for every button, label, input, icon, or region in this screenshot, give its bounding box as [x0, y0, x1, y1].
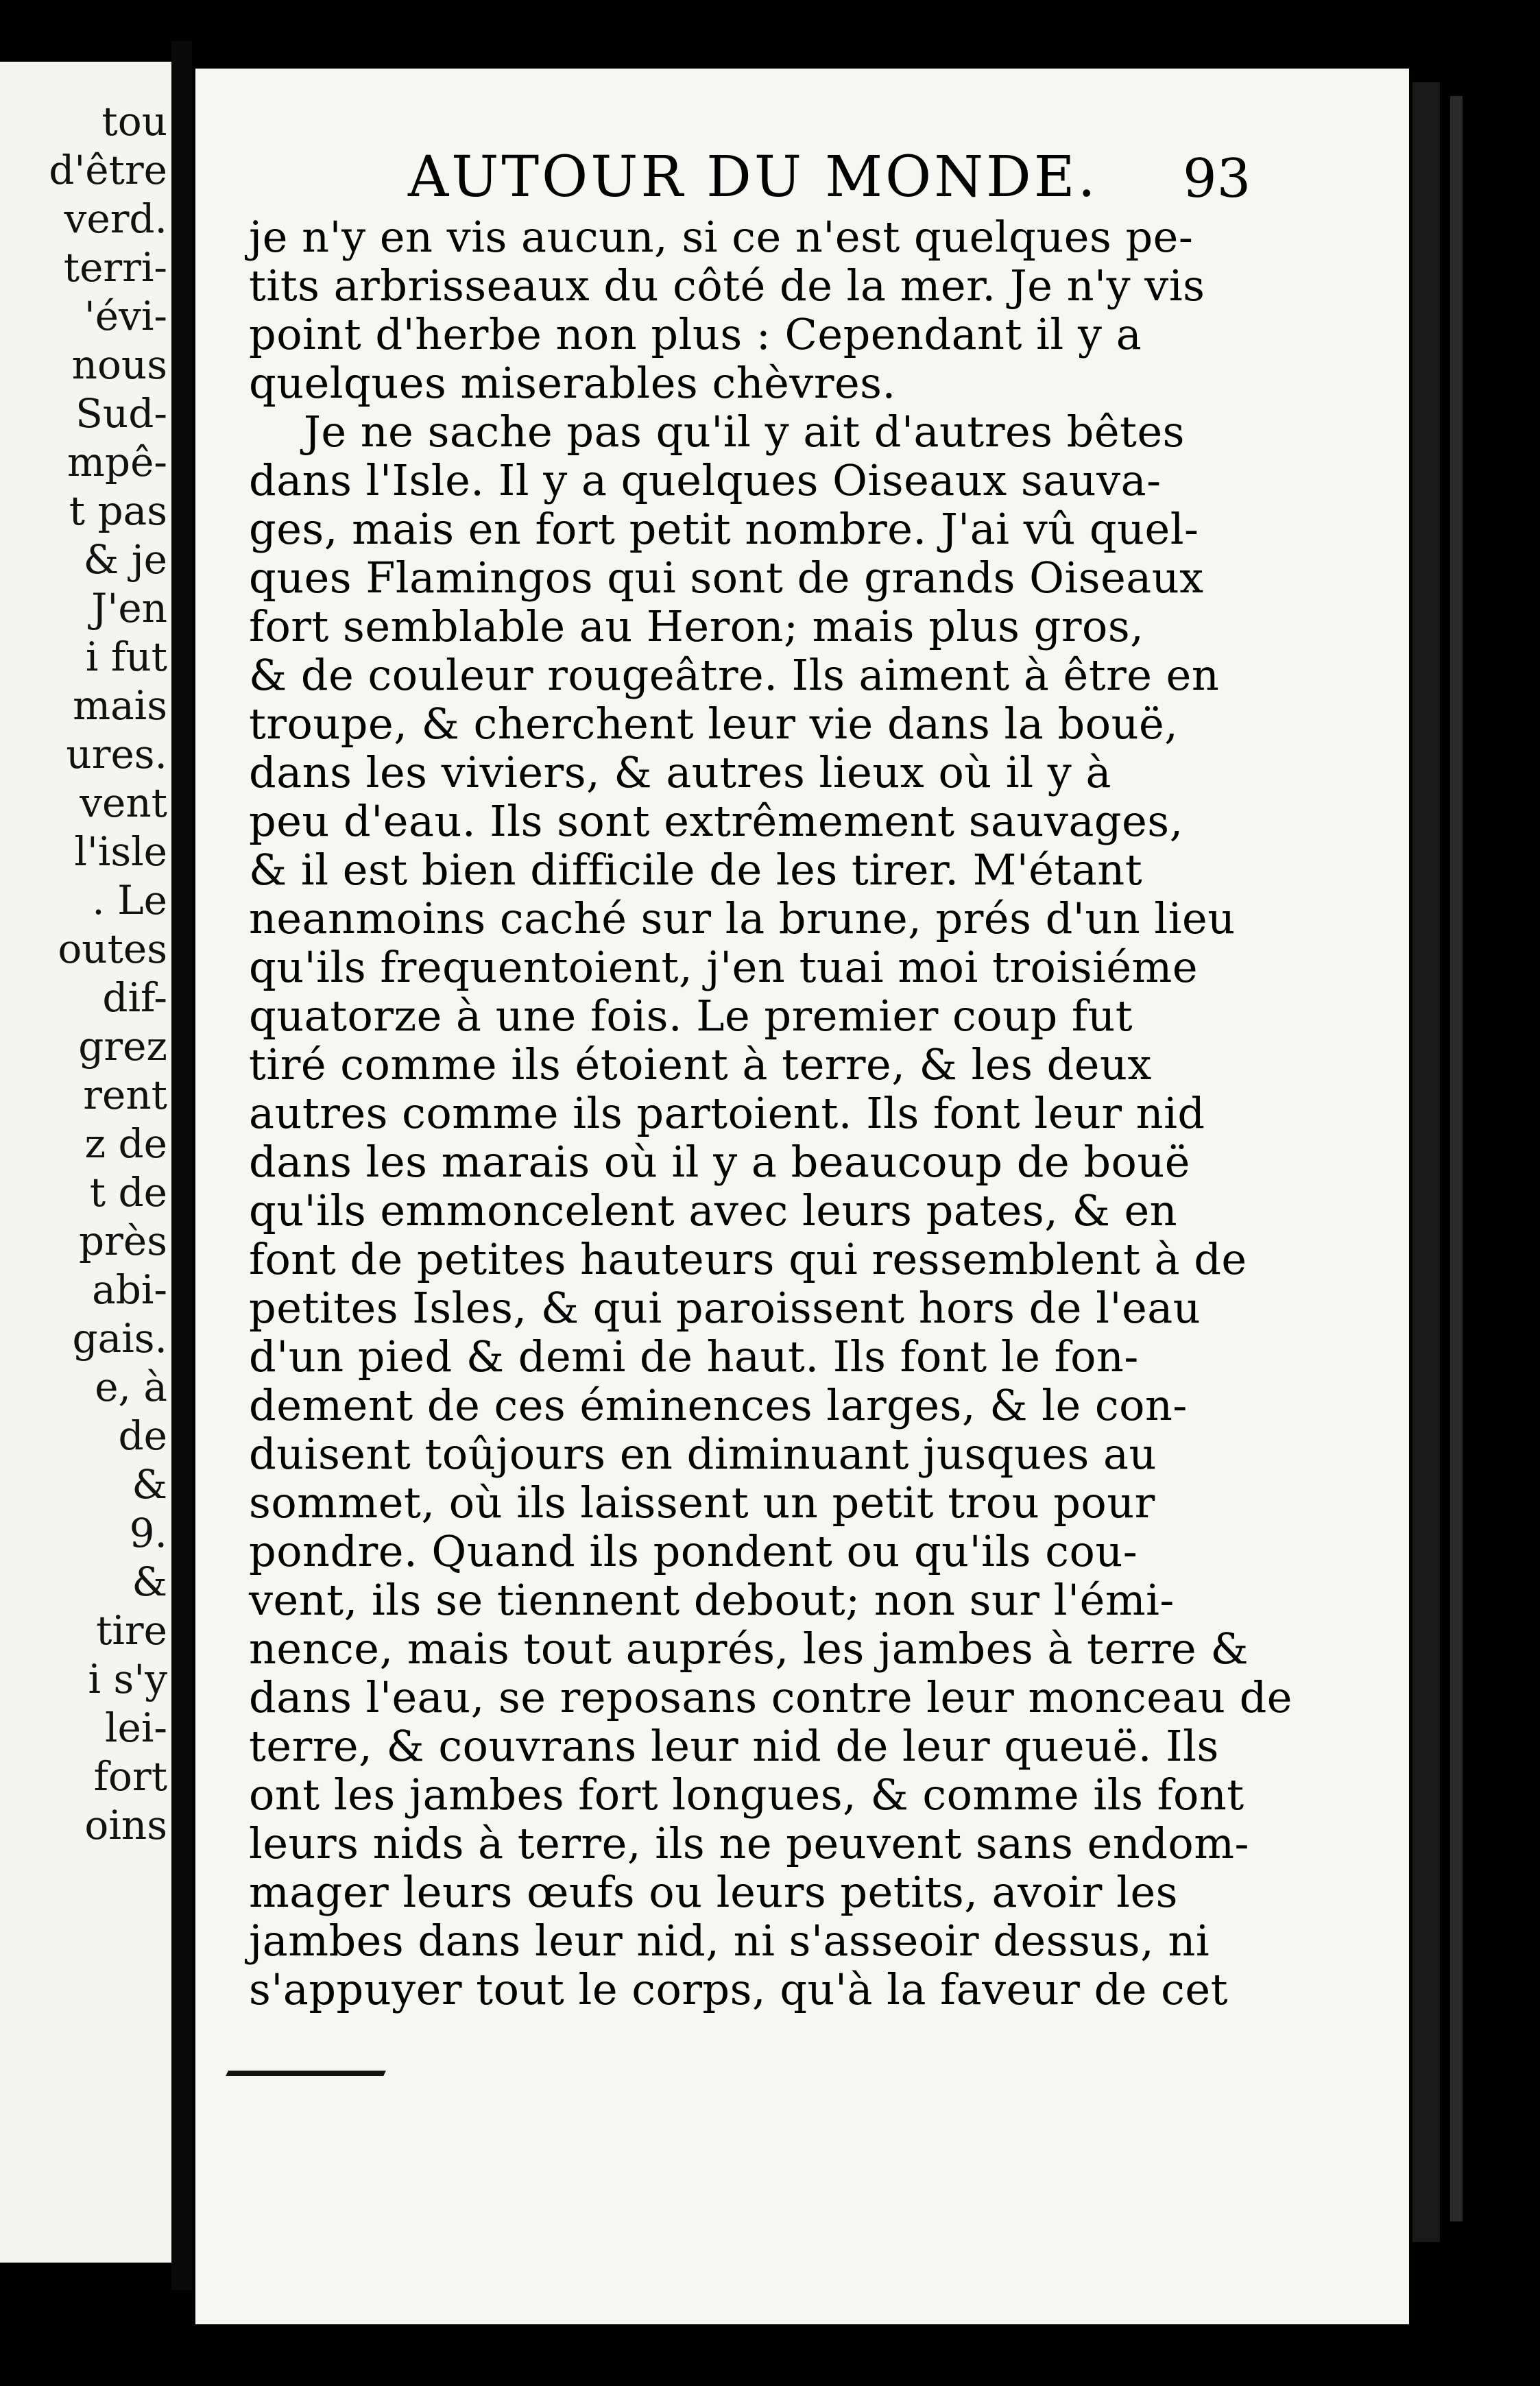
- body-text-line: ont les jambes fort longues, & comme ils font: [249, 1770, 1244, 1820]
- body-text-line: ques Flamingos qui sont de grands Oiseaux: [249, 553, 1204, 603]
- left-page-line-fragment: vent: [80, 780, 167, 826]
- body-text-line: mager leurs œufs ou leurs petits, avoir les: [249, 1867, 1178, 1917]
- page-body-text: [249, 212, 1292, 2014]
- left-page-line-fragment: près: [79, 1218, 167, 1264]
- body-text-line: sommet, où ils laissent un petit trou pour: [249, 1478, 1155, 1528]
- body-text-line: font de petites hauteurs qui ressemblent à de: [249, 1234, 1247, 1284]
- left-page-line-fragment: tou: [101, 98, 167, 145]
- left-page-line-fragment: t de: [89, 1169, 167, 1216]
- body-text-line: autres comme ils partoient. Ils font leur nid: [249, 1088, 1205, 1138]
- body-text-line: dans l'eau, se reposans contre leur monceau de: [249, 1672, 1292, 1722]
- left-page-line-fragment: . Le: [92, 877, 167, 924]
- left-page: [0, 62, 171, 2263]
- left-page-line-fragment: &: [132, 1461, 167, 1508]
- left-page-line-fragment: nous: [71, 341, 167, 388]
- left-page-line-fragment: rent: [83, 1072, 167, 1118]
- page-edge-shadow-outer: [1450, 96, 1463, 2221]
- body-text-line: terre, & couvrans leur nid de leur queuë. Ils: [249, 1721, 1219, 1771]
- body-text-line: jambes dans leur nid, ni s'asseoir dessus, ni: [249, 1916, 1210, 1966]
- left-page-line-fragment: de: [118, 1412, 167, 1459]
- left-page-line-fragment: gais.: [72, 1315, 167, 1362]
- left-page-line-fragment: tire: [96, 1607, 167, 1654]
- left-page-line-fragment: terri-: [63, 244, 167, 291]
- body-text-line: d'un pied & demi de haut. Ils font le fon-: [249, 1331, 1139, 1382]
- body-text-line: qu'ils frequentoient, j'en tuai moi troisiéme: [249, 942, 1199, 992]
- book-gutter: [171, 41, 192, 2290]
- body-text-line: & il est bien difficile de les tirer. M'étant: [249, 845, 1143, 895]
- body-text-line: & de couleur rougeâtre. Ils aiment à être en: [249, 650, 1220, 700]
- ink-smudge-mark: [226, 2029, 405, 2076]
- left-page-line-fragment: outes: [58, 926, 167, 972]
- body-text-line: Je ne sache pas qu'il y ait d'autres bêtes: [304, 407, 1185, 457]
- left-page-line-fragment: 'évi-: [84, 293, 167, 339]
- left-page-line-fragment: & je: [83, 536, 167, 583]
- left-page-line-fragment: grez: [78, 1023, 167, 1070]
- body-text-line: tits arbrisseaux du côté de la mer. Je n'y vis: [249, 261, 1205, 311]
- left-page-line-fragment: dif-: [102, 974, 167, 1021]
- body-text-line: peu d'eau. Ils sont extrêmement sauvages,: [249, 796, 1183, 846]
- left-page-line-fragment: abi-: [92, 1266, 167, 1313]
- body-text-line: dement de ces éminences larges, & le con-: [249, 1380, 1188, 1430]
- left-page-line-fragment: d'être: [49, 147, 167, 193]
- left-page-line-fragment: t pas: [69, 487, 167, 534]
- body-text-line: s'appuyer tout le corps, qu'à la faveur de cet: [249, 1964, 1228, 2014]
- left-page-line-fragment: ures.: [66, 731, 167, 778]
- right-page: [195, 69, 1409, 2324]
- body-text-line: dans l'Isle. Il y a quelques Oiseaux sauva-: [249, 455, 1162, 505]
- body-text-line: ges, mais en fort petit nombre. J'ai vû quel-: [249, 504, 1199, 554]
- left-page-line-fragment: i s'y: [88, 1656, 167, 1702]
- body-text-line: duisent toûjours en diminuant jusques au: [249, 1429, 1157, 1479]
- body-text-line: nence, mais tout auprés, les jambes à terre &: [249, 1624, 1249, 1674]
- left-page-line-fragment: l'isle: [74, 828, 167, 875]
- body-text-line: tiré comme ils étoient à terre, & les deux: [249, 1039, 1152, 1089]
- running-head: AUTOUR DU MONDE.: [408, 145, 1098, 210]
- body-text-line: dans les marais où il y a beaucoup de bouë: [249, 1137, 1190, 1187]
- left-page-line-fragment: oins: [84, 1802, 167, 1848]
- body-text-line: dans les viviers, & autres lieux où il y à: [249, 747, 1111, 797]
- body-text-line: qu'ils emmoncelent avec leurs pates, & en: [249, 1185, 1178, 1236]
- body-text-line: pondre. Quand ils pondent ou qu'ils cou-: [249, 1526, 1138, 1576]
- body-text-line: fort semblable au Heron; mais plus gros,: [249, 601, 1144, 651]
- body-text-line: vent, ils se tiennent debout; non sur l'émi-: [249, 1575, 1175, 1625]
- left-page-line-fragment: z de: [84, 1120, 167, 1167]
- body-text-line: leurs nids à terre, ils ne peuvent sans endom-: [249, 1818, 1249, 1868]
- page-number: 93: [1183, 148, 1251, 210]
- left-page-line-fragment: &: [132, 1558, 167, 1605]
- left-page-line-fragment: J'en: [91, 585, 167, 631]
- body-text-line: quatorze à une fois. Le premier coup fut: [249, 991, 1133, 1041]
- page-edge-shadow: [1412, 82, 1440, 2242]
- body-text-line: petites Isles, & qui paroissent hors de l'eau: [249, 1283, 1201, 1333]
- left-page-line-fragment: i fut: [85, 634, 167, 680]
- left-page-line-fragment: lei-: [104, 1704, 167, 1751]
- left-page-line-fragment: mais: [73, 682, 167, 729]
- body-text-line: neanmoins caché sur la brune, prés d'un lieu: [249, 893, 1236, 943]
- left-page-line-fragment: verd.: [64, 195, 167, 242]
- left-page-line-fragment: e, à: [95, 1364, 167, 1410]
- body-text-line: je n'y en vis aucun, si ce n'est quelques pe-: [249, 212, 1194, 262]
- left-page-line-fragment: 9.: [129, 1510, 167, 1556]
- left-page-line-fragment: mpê-: [67, 439, 167, 485]
- body-text-line: quelques miserables chèvres.: [249, 358, 896, 408]
- body-text-line: point d'herbe non plus : Cependant il y a: [249, 309, 1142, 359]
- left-page-line-fragment: Sud-: [75, 390, 167, 437]
- left-page-line-fragment: fort: [93, 1753, 167, 1800]
- body-text-line: troupe, & cherchent leur vie dans la bouë,: [249, 699, 1179, 749]
